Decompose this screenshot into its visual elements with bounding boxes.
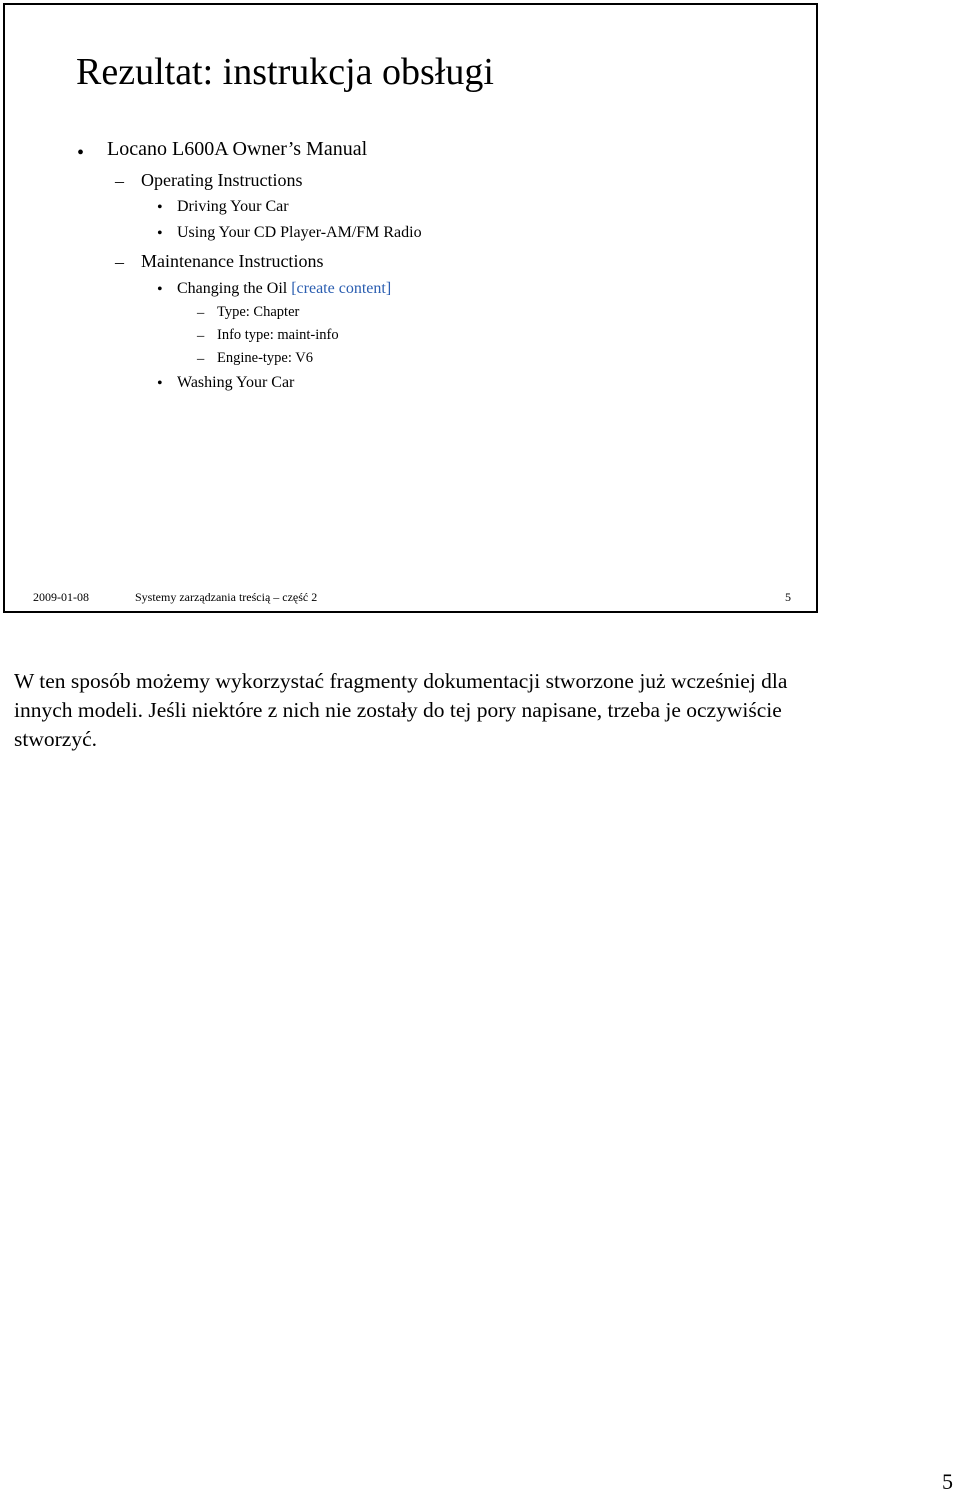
slide-frame [3, 3, 818, 613]
attribute-engine-type: Engine-type: V6 [217, 350, 313, 366]
dash-marker: – [197, 305, 205, 321]
page-number: 5 [942, 1469, 953, 1494]
outline-item-cd-player: Using Your CD Player-AM/FM Radio [177, 224, 422, 241]
dash-marker: – [197, 328, 205, 344]
outline-item-changing-oil [177, 281, 391, 297]
attribute-type: Type: Chapter [217, 304, 300, 320]
dash-marker: – [115, 252, 124, 272]
footer-slide-number: 5 [785, 590, 791, 604]
bullet-marker: • [157, 199, 163, 216]
attribute-info-type: Info type: maint-info [217, 327, 339, 343]
body-paragraph: W ten sposób możemy wykorzystać fragmenty dokumentacji stworzone już wcześniej dla innych modeli. Jeśli niektóre z nich nie zostały do tej pory napisane, trzeba je oczywiście stworzyć. [14, 669, 788, 751]
footer-date: 2009-01-08 [33, 590, 89, 604]
footer-course: Systemy zarządzania treścią – część 2 [135, 590, 318, 604]
dash-marker: – [197, 351, 205, 367]
outline-item-driving: Driving Your Car [177, 198, 289, 215]
outline-operating-instructions: Operating Instructions [141, 170, 303, 190]
create-content-link[interactable]: [create content] [291, 280, 392, 297]
bullet-marker: • [157, 281, 163, 298]
slide-title: Rezultat: instrukcja obsługi [76, 51, 494, 93]
bullet-marker: • [157, 225, 163, 242]
dash-marker: – [115, 171, 124, 191]
bullet-marker: • [77, 142, 85, 164]
outline-manual-title: Locano L600A Owner’s Manual [107, 138, 368, 160]
changing-oil-label: Changing the Oil [177, 280, 288, 297]
outline-item-washing: Washing Your Car [177, 374, 295, 391]
bullet-marker: • [157, 375, 163, 392]
outline-maintenance-instructions: Maintenance Instructions [141, 251, 324, 271]
